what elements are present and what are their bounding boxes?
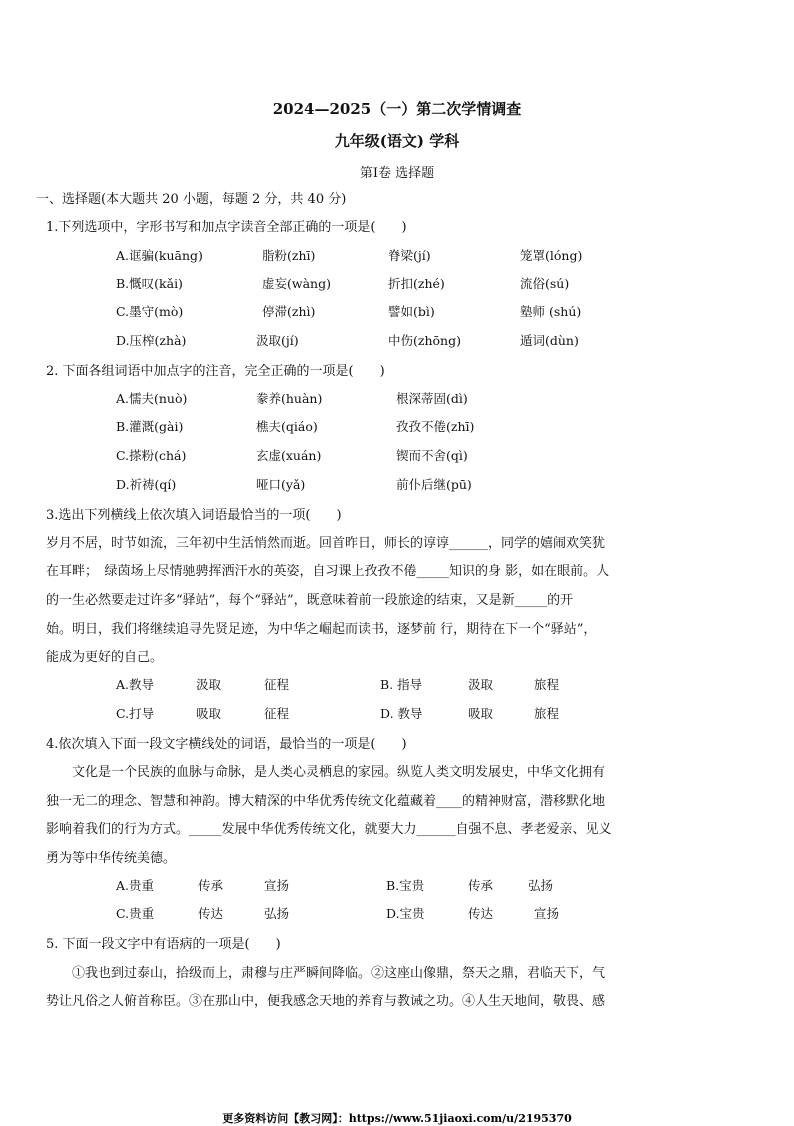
q2-option-c-2: 玄虚(xuán)	[256, 448, 322, 463]
q2-option-a-2: 豢养(huàn)	[256, 391, 323, 406]
q4-stem: 4.依次填入下面一段文字横线处的词语，最恰当的一项是( )	[46, 737, 407, 752]
q1-option-a-1: A.诓骗(kuāng)	[116, 248, 203, 263]
q3-option-c-3: 征程	[264, 706, 290, 721]
q3-stem: 3.选出下列横线上依次填入词语最恰当的一项( )	[46, 508, 342, 523]
q3-option-a-2: 汲取	[196, 677, 222, 692]
q1-option-b-1: B.慨叹(kǎi)	[116, 276, 183, 291]
q1-option-b-3: 折扣(zhé)	[388, 276, 445, 291]
q4-passage-line: 独一无二的理念、智慧和神韵。博大精深的中华优秀传统文化蕴藏着____的精神财富，潜移默化地	[46, 794, 606, 809]
section-title: 第Ⅰ卷 选择题	[359, 166, 435, 181]
q4-option-a-2: 传承	[198, 878, 224, 893]
q2-option-a-3: 根深蒂固(dì)	[396, 391, 468, 406]
q5-passage-line: 势让凡俗之人俯首称臣。③在那山中，便我感念天地的养育与教诫之功。④人生天地间，敬畏、感	[46, 994, 606, 1009]
footer-link[interactable]: https://www.51jiaoxi.com/u/2195370	[348, 1112, 572, 1125]
part1-heading: 一、选择题(本大题共 20 小题，每题 2 分，共 40 分)	[36, 192, 347, 207]
q3-option-b-3: 旅程	[534, 677, 560, 692]
q3-option-a: A.教导	[116, 677, 155, 692]
q2-option-b-1: B.灌溉(gài)	[116, 419, 184, 434]
q2-option-d-3: 前仆后继(pū)	[396, 477, 472, 492]
q2-option-d-2: 哑口(yǎ)	[256, 477, 306, 492]
q3-option-d-2: 吸取	[468, 706, 494, 721]
q3-passage-line: 在耳畔； 绿茵场上尽情驰骋挥洒汗水的英姿，自习课上孜孜不倦_____知识的身 影，如在眼前。人	[46, 564, 610, 579]
q3-passage-line: 的一生必然要走过许多“驿站”，每个“驿站”，既意味着前一段旅途的结束，又是新_____的开	[46, 593, 574, 608]
q3-passage-line: 始。明日，我们将继续追寻先贤足迹，为中华之崛起而读书，逐梦前 行，期待在下一个“驿站”，	[46, 622, 597, 637]
q1-option-d-4: 遁词(dùn)	[520, 333, 579, 348]
q1-option-c-1: C.墨守(mò)	[116, 304, 184, 319]
exam-title: 2024—2025（一）第二次学情调查	[272, 100, 522, 118]
q2-option-c-3: 锲而不舍(qì)	[396, 448, 468, 463]
q4-option-b: B.宝贵	[386, 878, 425, 893]
q5-stem: 5. 下面一段文字中有语病的一项是( )	[46, 937, 281, 952]
q1-option-b-2: 虚妄(wàng)	[262, 276, 331, 291]
q1-stem: 1.下列选项中，字形书写和加点字读音全部正确的一项是( )	[46, 220, 407, 235]
q2-option-c-1: C.搽粉(chá)	[116, 448, 187, 463]
q3-option-a-3: 征程	[264, 677, 290, 692]
q4-option-c: C.贵重	[116, 906, 155, 921]
q4-option-a-3: 宣扬	[264, 878, 290, 893]
q4-option-a: A.贵重	[116, 878, 155, 893]
q1-option-b-4: 流俗(sú)	[520, 276, 570, 291]
q2-option-a-1: A.懦夫(nuò)	[116, 391, 188, 406]
q4-passage-line: 影响着我们的行为方式。_____发展中华优秀传统文化，就要大力______自强不息、孝老爱亲、见义	[46, 822, 612, 837]
q2-option-d-1: D.祈祷(qí)	[116, 477, 177, 492]
footer-banner	[0, 1110, 794, 1126]
q1-option-d-3: 中伤(zhōng)	[388, 333, 461, 348]
q4-passage-line: 勇为等中华传统美德。	[46, 851, 177, 866]
q2-stem: 2. 下面各组词语中加点字的注音，完全正确的一项是( )	[46, 364, 385, 379]
q3-passage-line: 能成为更好的自己。	[46, 650, 164, 665]
q1-option-d-2: 汲取(jí)	[256, 333, 299, 348]
q4-option-c-2: 传达	[198, 906, 224, 921]
exam-subject: 九年级(语文) 学科	[334, 132, 460, 150]
q3-option-c-2: 吸取	[196, 706, 222, 721]
q4-option-d-3: 宣扬	[534, 906, 560, 921]
q3-option-c: C.打导	[116, 706, 155, 721]
q4-option-b-3: 弘扬	[528, 878, 554, 893]
q1-option-a-2: 脂粉(zhī)	[262, 248, 316, 263]
q3-option-b: B. 指导	[380, 677, 423, 692]
q3-option-d: D. 教导	[380, 706, 423, 721]
q3-passage-line: 岁月不居，时节如流，三年初中生活悄然而逝。回首昨日，师长的谆谆______，同学的嬉闹欢笑犹	[46, 536, 606, 551]
q1-option-c-2: 停滞(zhì)	[262, 304, 316, 319]
q1-option-a-4: 笼罩(lóng)	[520, 248, 583, 263]
q1-option-c-4: 塾师 (shú)	[520, 304, 582, 319]
q4-option-c-3: 弘扬	[264, 906, 290, 921]
q4-passage-line: 文化是一个民族的血脉与命脉，是人类心灵栖息的家园。纵览人类文明发展史，中华文化拥有	[46, 765, 606, 780]
q4-option-d-2: 传达	[468, 906, 494, 921]
q1-option-a-3: 脊梁(jí)	[388, 248, 431, 263]
q3-option-b-2: 汲取	[468, 677, 494, 692]
q2-option-b-2: 樵夫(qiáo)	[256, 419, 318, 434]
q1-option-c-3: 譬如(bì)	[388, 304, 435, 319]
q4-option-d: D.宝贵	[386, 906, 425, 921]
q2-option-b-3: 孜孜不倦(zhī)	[396, 419, 475, 434]
q1-option-d-1: D.压榨(zhà)	[116, 333, 187, 348]
footer-label: 更多资料访问【教习网】：	[222, 1112, 349, 1125]
q4-option-b-2: 传承	[468, 878, 494, 893]
q5-passage-line: ①我也到过泰山，拾级而上，肃穆与庄严瞬间降临。②这座山像鼎，祭天之鼎，君临天下，气	[46, 966, 606, 981]
q3-option-d-3: 旅程	[534, 706, 560, 721]
